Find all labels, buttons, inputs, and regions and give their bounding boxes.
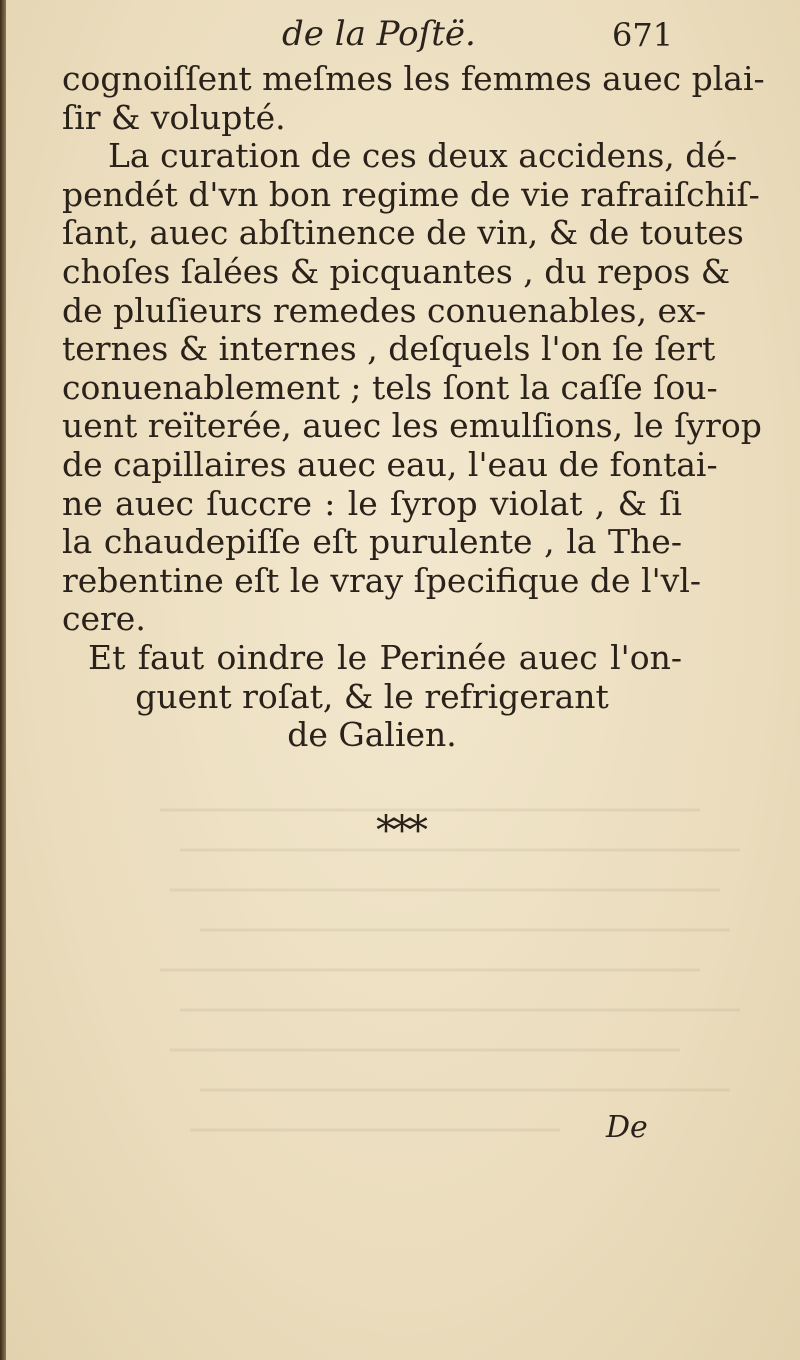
show-through-text [140, 770, 760, 1330]
text-line: conuenablement ; tels ſont la caſſe ſou- [62, 367, 718, 407]
catchword: De [606, 1110, 648, 1145]
body-text [62, 59, 765, 755]
text-line: ſant, auec abſtinence de vin, & de toutes [62, 213, 744, 253]
page-number: 671 [612, 16, 674, 54]
text-line: ſir & volupté. [62, 97, 286, 137]
paragraph-first-line: La curation de ces deux accidens, dé- [108, 136, 738, 176]
text-line: la chaudepiſſe eſt purulente , la The- [62, 522, 682, 562]
paragraph-first-line: Et faut oindre le Perinée auec l'on- [88, 637, 682, 677]
running-title: de la Poſtë. [282, 14, 476, 54]
text-line: choſes ſalées & picquantes , du repos & [62, 251, 731, 291]
text-line: de capillaires auec eau, l'eau de fontai- [62, 444, 718, 484]
text-line: uent reïterée, auec les emulſions, le ſyrop [62, 406, 762, 446]
text-line: de pluſieurs remedes conuenables, ex- [62, 290, 707, 330]
page-header [0, 14, 800, 58]
text-line: rebentine eſt le vray ſpecifique de l'vl- [62, 560, 702, 600]
text-line-centered: de Galien. [287, 715, 457, 755]
text-line: cognoiſſent meſmes les femmes auec plai- [62, 59, 765, 98]
asterism-ornament: *** [376, 808, 424, 854]
text-line: pendét d'vn bon regime de vie rafraiſchiſ- [62, 174, 760, 214]
text-line-centered: guent roſat, & le refrigerant [135, 676, 609, 716]
text-line: cere. [62, 599, 146, 639]
page-gutter-edge [0, 0, 6, 1360]
text-line: ternes & internes , deſquels l'on ſe ſert [62, 329, 716, 369]
text-line: ne auec ſuccre : le ſyrop violat , & ſi [62, 483, 682, 523]
